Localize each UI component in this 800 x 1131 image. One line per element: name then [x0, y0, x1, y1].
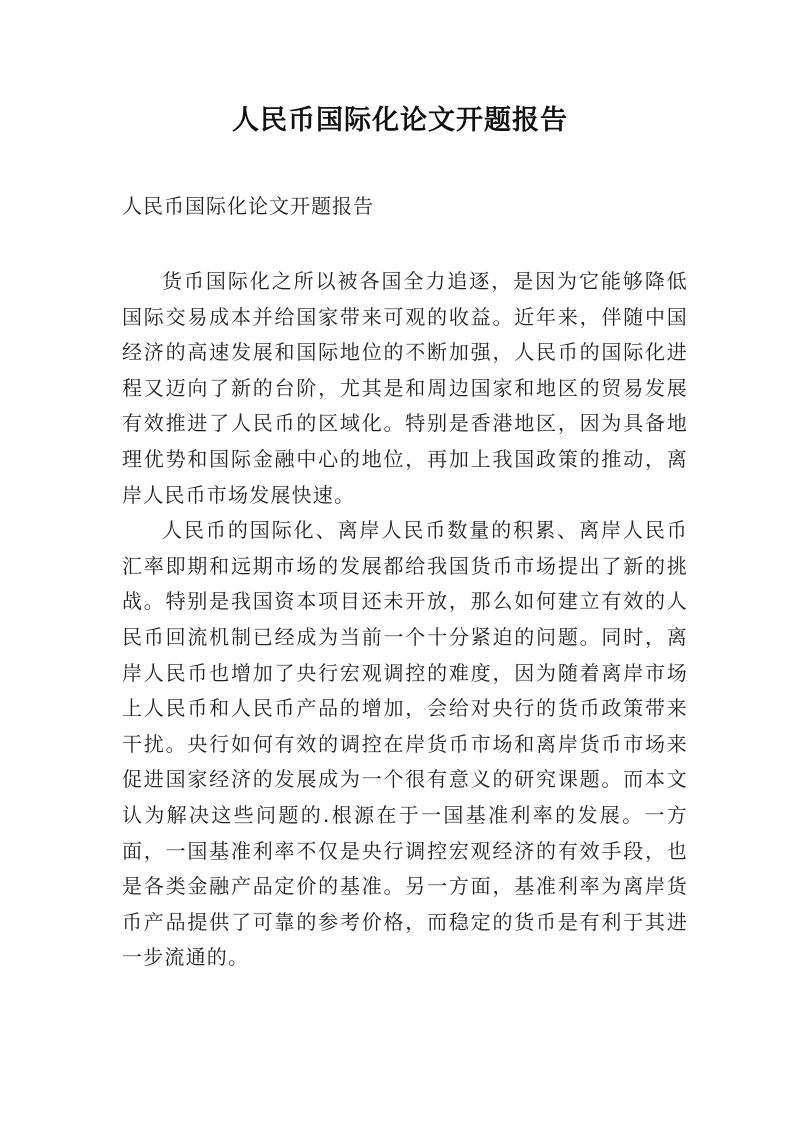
body-paragraph: 货币国际化之所以被各国全力追逐，是因为它能够降低国际交易成本并给国家带来可观的收益。近年来，伴随中国经济的高速发展和国际地位的不断加强，人民币的国际化进程又迈向了新的台阶，尤其是和周边国家和地区的贸易发展有效推进了人民币的区域化。特别是香港地区，因为具备地理优势和国际金融中心的地位，再加上我国政策的推动，离岸人民币市场发展快速。	[122, 269, 688, 507]
page-title: 人民币国际化论文开题报告	[232, 105, 568, 136]
document-body	[122, 264, 688, 976]
body-paragraph: 人民币的国际化、离岸人民币数量的积累、离岸人民币汇率即期和远期市场的发展都给我国货币市场提出了新的挑战。特别是我国资本项目还未开放，那么如何建立有效的人民币回流机制已经成为当前一个十分紧迫的问题。同时，离岸人民币也增加了央行宏观调控的难度，因为随着离岸市场上人民币和人民币产品的增加，会给对央行的货币政策带来干扰。央行如何有效的调控在岸货币市场和离岸货币市场来促进国家经济的发展成为一个很有意义的研究课题。而本文认为解决这些问题的.根源在于一国基准利率的发展。一方面，一国基准利率不仅是央行调控宏观经济的有效手段，也是各类金融产品定价的基准。另一方面，基准利率为离岸货币产品提供了可靠的参考价格，而稳定的货币是有利于其进一步流通的。	[122, 518, 688, 970]
document-subtitle: 人民币国际化论文开题报告	[122, 194, 374, 218]
